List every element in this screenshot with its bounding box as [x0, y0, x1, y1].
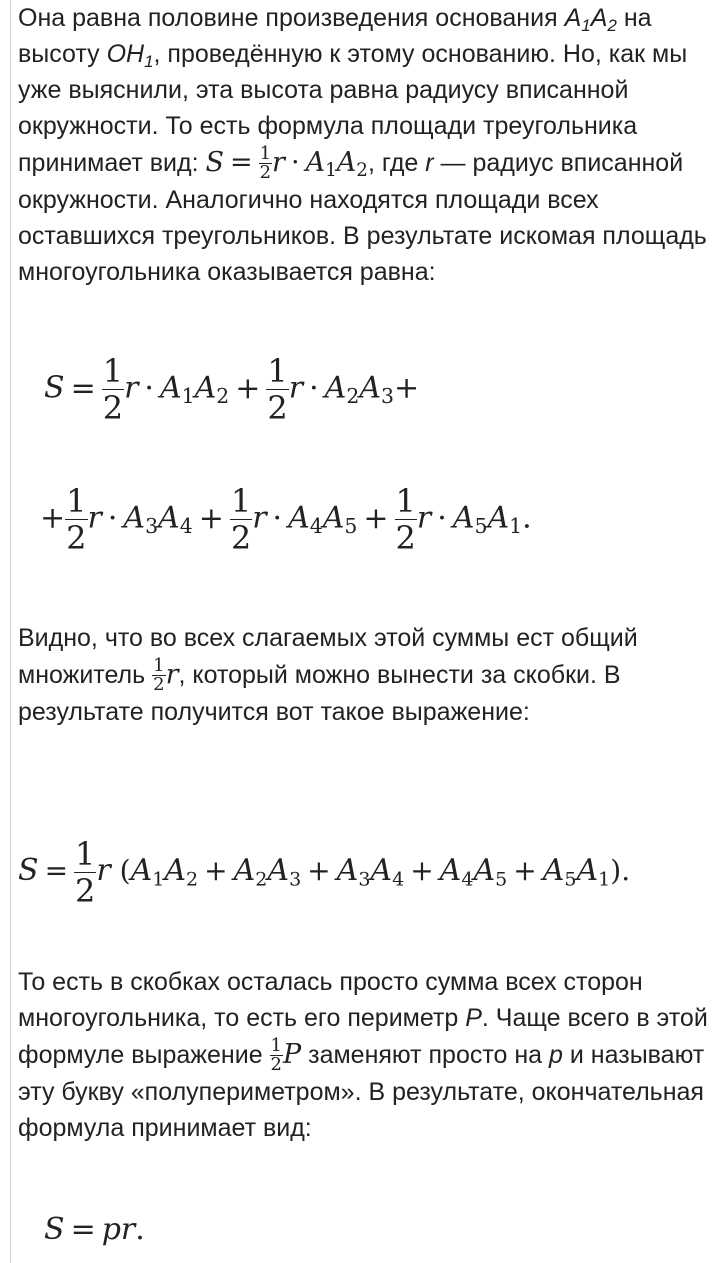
text: — радиус вписанной окружности. Аналогично находятся площади всех оставшихся треугольников. В результате искомая площадь многоугольника оказывается равна:: [18, 149, 707, 287]
fraction-one-half: $\frac{1}{2}$: [259, 143, 272, 184]
formula-sum-line-1: S = $\frac{1}{2}$ $r \cdot A_1A_2$ + $\frac{1}{2}$ $r \cdot A_2A_3+$: [44, 352, 420, 427]
text: Видно, что во всех слагаемых этой суммы ест общий множитель: [18, 624, 638, 689]
perimeter-p: P: [465, 1004, 482, 1032]
formula-final: S = pr.: [44, 1212, 145, 1247]
text: , проведённую к этому основанию. Но, как мы уже выяснили, эта высота равна радиусу вписанной окружности. То есть формула площади треугольника принимает вид:: [18, 40, 688, 177]
fraction-one-half: $\frac{1}{2}$: [153, 655, 165, 696]
fraction-one-half: $\frac{1}{2}$: [102, 352, 124, 427]
inline-formula-half-r: $\frac{1}{2}$ r: [153, 655, 179, 696]
fraction-one-half: $\frac{1}{2}$: [270, 1035, 282, 1076]
text: на высоту: [18, 4, 652, 68]
inline-formula-triangle-area: S = $\frac{1}{2}$ $r \cdot A_1A_2$: [205, 143, 368, 184]
text: заменяют просто на: [301, 1041, 550, 1069]
paragraph-2: [18, 620, 708, 730]
paragraph-1: [18, 0, 708, 290]
left-border: [10, 0, 11, 1263]
fraction-one-half: $\frac{1}{2}$: [230, 482, 252, 557]
inline-formula-half-p: $\frac{1}{2}$ P: [270, 1035, 302, 1076]
formula-factored: S = $\frac{1}{2}$ r $(A_1A_2 + A_2A_3 + A_3A_4 + A_4A_5 + A_5A_1)$.: [18, 835, 631, 910]
fraction-one-half: $\frac{1}{2}$: [395, 482, 416, 557]
formula-sum-line-2: + $\frac{1}{2}$ $r \cdot A_3A_4$ + $\frac{1}{2}$ $r \cdot A_4A_5$ + $\frac{1}{2}$ $r \cdot A_5A_1$.: [40, 482, 532, 557]
fraction-one-half: $\frac{1}{2}$: [267, 352, 288, 427]
text: То есть в скобках осталась просто сумма всех сторон многоугольника, то есть его периметр: [18, 968, 643, 1032]
fraction-one-half: $\frac{1}{2}$: [66, 482, 87, 557]
paragraph-3: [18, 964, 708, 1146]
semiperimeter-p: p: [549, 1041, 563, 1069]
text: Она равна половине произведения основания: [18, 4, 565, 32]
height-oh1: $OH_1$: [106, 40, 154, 71]
text: . Чаще всего в этой формуле выражение: [18, 1004, 708, 1069]
text: и называют эту букву «полупериметром». В результате, окончательная формула принимает вид:: [18, 1041, 705, 1143]
text: , который можно вынести за скобки. В результате получится вот такое выражение:: [18, 661, 621, 727]
text: , где: [367, 149, 426, 177]
radius-r: r: [425, 149, 434, 177]
segment-a1a2: $A_1A_2$: [564, 4, 617, 35]
fraction-one-half: $\frac{1}{2}$: [75, 835, 96, 910]
